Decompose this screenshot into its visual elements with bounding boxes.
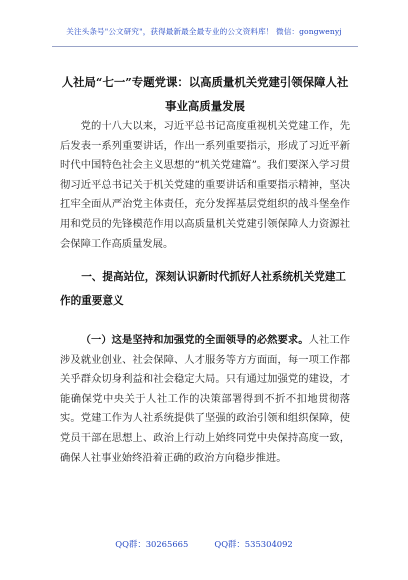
intro-paragraph: 党的十八大以来，习近平总书记高度重视机关党建工作，先后发表一系列重要讲话，作出一系列重要指示，形成了习近平新时代中国特色社会主义思想的“机关党建篇”。我们要深入学习贯彻习近平总书记关于机关党建的重要讲话和重要指示精神，坚决扛牢全面从严治党主体责任，充分发挥基层党组织的战斗堡垒作用和党员的先锋模范作用以高质量机关党建引领保障人力资源社会保障工作高质量发展。 [60,120,350,250]
section-heading-1: 一、提高站位，深刻认识新时代抓好人社系统机关党建工作的重要意义 [60,271,347,307]
subsection-heading-1: （一）这是坚持和加强党的全面领导的必然要求。 [80,334,309,346]
footer [0,538,408,550]
source-banner: 关注头条号"公文研究"，获得最新最全最专业的公文资料库！ 微信：gongwenyj [66,27,342,36]
subsection-paragraph-1 [60,331,350,468]
qq-group-1: QQ群：30265665 [115,539,189,549]
subsection-body-1: 人社工作涉及就业创业、社会保障、人才服务等方方面面，每一项工作都关乎群众切身利益和社会稳定大局。只有通过加强党的建设，才能确保党中央关于人社工作的决策部署得到不折不扣地贯彻落实。党建工作为人社系统提供了坚强的政治引领和组织保障，使党员干部在思想上、政治上行动上始终同党中央保持高度一致，确保人社事业始终沿着正确的政治方向稳步推进。 [60,334,350,464]
document-title: 人社局“七一”专题党课：以高质量机关党建引领保障人社事业高质量发展 [61,75,349,113]
qq-group-2: QQ群：535304092 [214,539,293,549]
header-divider [52,46,358,47]
